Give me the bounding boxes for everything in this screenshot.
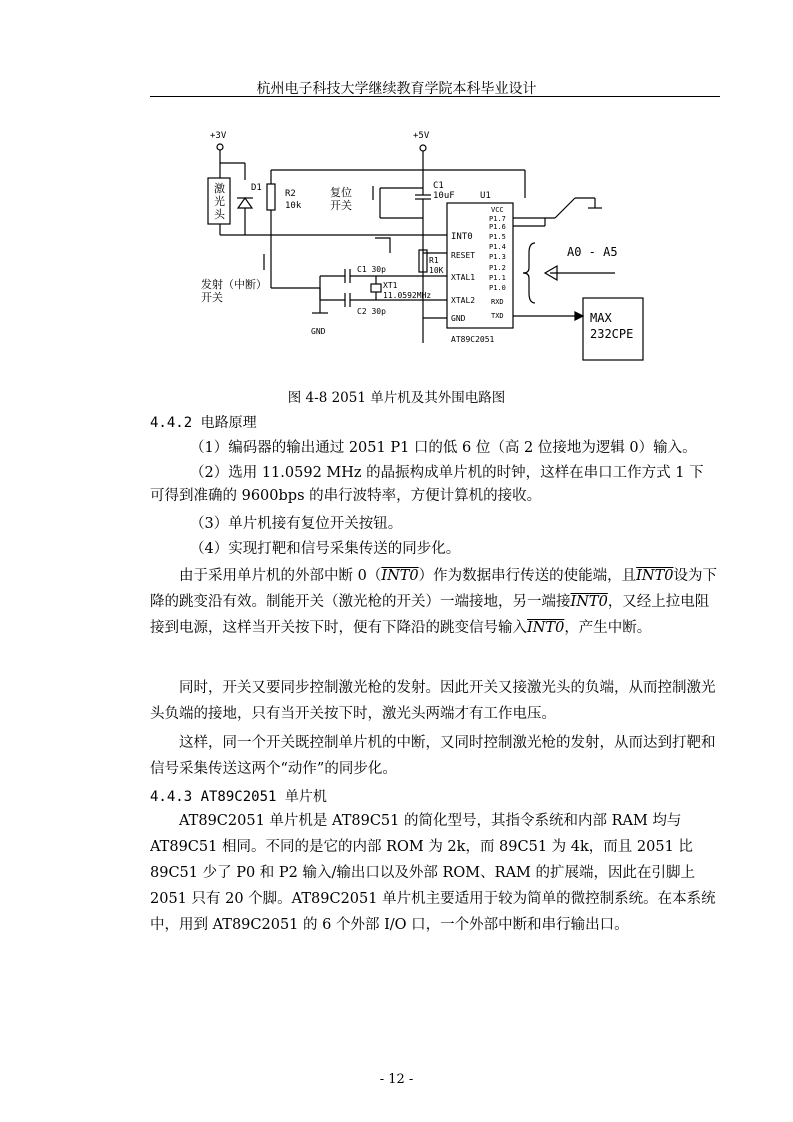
chip-pin-p14: P1.4: [489, 243, 506, 251]
paragraph-int0: 由于采用单片机的外部中断 0（INT0）作为数据串行传送的使能端，且INT0设为下降的跳变沿有效。制能开关（激光枪的开关）一端接地，另一端接INT0，又经上拉电阻接到电源，这样当开关按下时，便有下降沿的跳变信号输入INT0，产生中断。: [150, 568, 717, 636]
label-fire-switch-2: 开关: [201, 291, 223, 304]
header-rule: [150, 96, 720, 97]
chip-pin-p16: P1.6: [489, 223, 506, 231]
chip-pin-xtal2: XTAL2: [451, 296, 476, 305]
list-item-4: （4）实现打靶和信号采集传送的同步化。: [190, 541, 461, 557]
label-r1: R1: [429, 256, 439, 265]
chip-pin-p13: P1.3: [489, 253, 506, 261]
label-d1: D1: [251, 183, 262, 193]
list-item-2: （2）选用 11.0592 MHz 的晶振构成单片机的时钟，这样在串口工作方式 1 下: [190, 465, 704, 481]
label-max-2: 232CPE: [590, 327, 634, 341]
label-c1-value: 10uF: [433, 191, 455, 201]
label-r2-value: 10k: [285, 201, 302, 211]
paragraph-sync-summary: 这样，同一个开关既控制单片机的中断，又同时控制激光枪的发射，从而达到打靶和信号采集传送这两个“动作”的同步化。: [150, 735, 716, 777]
label-r2: R2: [285, 189, 296, 199]
chip-pin-vcc: VCC: [491, 206, 504, 214]
section-heading-442: 4.4.2 电路原理: [150, 415, 257, 431]
label-u1: U1: [480, 191, 491, 201]
page-header-title: 杭州电子科技大学继续教育学院本科毕业设计: [256, 81, 537, 97]
label-c2b: C2 30p: [357, 307, 386, 316]
circuit-diagram: [195, 118, 655, 368]
label-xt1: XT1: [383, 281, 398, 290]
chip-pin-int0: INT0: [451, 232, 473, 242]
chip-pin-xtal1: XTAL1: [451, 273, 476, 282]
chip-pin-p15: P1.5: [489, 233, 506, 241]
label-r1-value: 10K: [429, 266, 444, 275]
label-reset-switch-1: 复位: [330, 186, 352, 199]
section-heading-443: 4.4.3 AT89C2051 单片机: [150, 789, 327, 805]
label-gnd: GND: [311, 327, 326, 336]
chip-pin-rxd: RXD: [491, 298, 504, 306]
paragraph-sync-laser: 同时，开关又要同步控制激光枪的发射。因此开关又接激光头的负端，从而控制激光头负端的接地，只有当开关按下时，激光头两端才有工作电压。: [150, 680, 716, 722]
label-fire-switch-1: 发射（中断）: [201, 278, 267, 291]
list-item-2-continuation: 可得到准确的 9600bps 的串行波特率，方便计算机的接收。: [150, 488, 542, 504]
page-number: - 12 -: [379, 1072, 414, 1087]
label-reset-switch-2: 开关: [330, 199, 352, 212]
label-laser-1: 激: [214, 182, 225, 195]
label-laser-2: 光: [214, 195, 225, 208]
label-max-1: MAX: [590, 311, 612, 325]
list-item-1: （1）编码器的输出通过 2051 P1 口的低 6 位（高 2 位接地为逻辑 0）输入。: [190, 440, 697, 456]
chip-pin-p10: P1.0: [489, 284, 506, 292]
chip-pin-reset: RESET: [451, 251, 476, 260]
chip-pin-p11: P1.1: [489, 274, 506, 282]
label-xt1-value: 11.0592MHz: [383, 291, 432, 300]
chip-pin-p17: P1.7: [489, 215, 506, 223]
label-a0-a5: A0 - A5: [567, 245, 618, 259]
label-plus3v: +3V: [210, 131, 227, 141]
label-plus5v: +5V: [413, 131, 430, 141]
list-item-3: （3）单片机接有复位开关按钮。: [190, 516, 403, 532]
label-laser-3: 头: [214, 208, 225, 221]
figure-caption: 图 4-8 2051 单片机及其外围电路图: [287, 390, 506, 406]
chip-pin-gnd: GND: [451, 314, 466, 323]
label-c1: C1: [433, 181, 444, 191]
chip-name: AT89C2051: [451, 335, 495, 344]
label-c1b: C1 30p: [357, 265, 386, 274]
paragraph-at89c2051: AT89C2051 单片机是 AT89C51 的简化型号，其指令系统和内部 RAM 均与 AT89C51 相同。不同的是它的内部 ROM 为 2k，而 89C51 为 4k，而且 2051 比 89C51 少了 P0 和 P2 输入/输出口以及外部 ROM、RAM 的扩展端，因此在引脚上 2051 只有 20 个脚。AT89C2051 单片机主要适用于较为简单的微控制系统。在本系统中，用到 AT89C2051 的 6 个外部 I/O 口，一个外部中断和串行输出口。: [150, 813, 716, 933]
chip-pin-p12: P1.2: [489, 264, 506, 272]
chip-pin-txd: TXD: [491, 312, 504, 320]
